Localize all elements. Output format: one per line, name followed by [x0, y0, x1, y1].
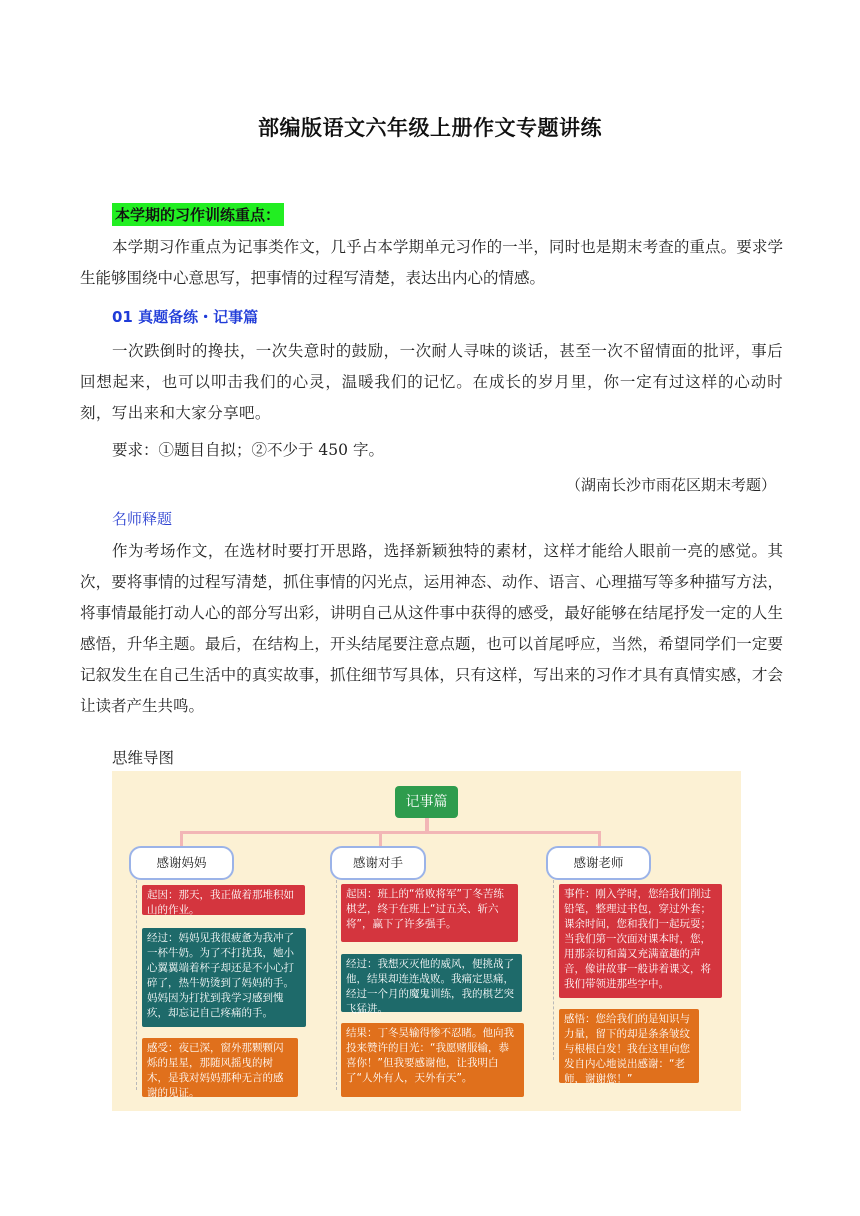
branch-bar — [180, 831, 601, 834]
section-heading: 01 真题备练・记事篇 — [112, 308, 259, 326]
branch-connector-left — [180, 831, 183, 847]
mindmap-label: 思维导图 — [112, 749, 175, 767]
branch-thank-rival: 感谢对手 — [330, 846, 426, 880]
branch-connector-middle — [379, 831, 382, 847]
teacher-heading: 名师释题 — [112, 510, 173, 528]
rival-result-box: 结果：丁冬昊输得惨不忍睹。他向我投来赞许的目光：“我愿赌服输，恭喜你！”但我要感谢他，让我明白了“人外有人，天外有天”。 — [341, 1023, 524, 1097]
teacher-insight-box: 感悟：您给我们的是知识与力量，留下的却是条条皱纹与根根白发！我在这里向您发自内心地说出感谢：“老师，谢谢您！” — [559, 1009, 699, 1083]
branch-thank-mother: 感谢妈妈 — [129, 846, 234, 880]
analysis-paragraph: 作为考场作文，在选材时要打开思路，选择新颖独特的素材，这样才能给人眼前一亮的感觉。其次，要将事情的过程写清楚，抓住事情的闪光点，运用神态、动作、语言、心理描写等多种描写方法，将事情最能打动人心的部分写出彩，讲明自己从这件事中获得的感受，最好能够在结尾抒发一定的人生感悟，升华主题。最后，在结构上，开头结尾要注意点题，也可以首尾呼应，当然，希望同学们一定要记叙发生在自己生活中的真实故事，抓住细节写具体，只有这样，写出来的习作才具有真情实感，才会让读者产生共鸣。 — [80, 542, 783, 715]
root-connector — [425, 818, 429, 832]
mother-feeling-box: 感受：夜已深，窗外那颗颗闪烁的星星，那随风摇曳的树木，是我对妈妈那种无言的感谢的见证。 — [142, 1038, 298, 1097]
intro-paragraph: 本学期习作重点为记事类作文，几乎占本学期单元习作的一半，同时也是期末考查的重点。要求学生能够围绕中心意思写，把事情的过程写清楚，表达出内心的情感。 — [80, 238, 783, 287]
branch-connector-right — [598, 831, 601, 847]
branch-thank-teacher: 感谢老师 — [546, 846, 651, 880]
mother-process-box: 经过：妈妈见我很疲惫为我冲了一杯牛奶。为了不打扰我，她小心翼翼端着杯子却还是不小心打碎了，热牛奶烫到了妈妈的手。妈妈因为打扰到我学习感到愧疚，却忘记自己疼痛的手。 — [142, 928, 306, 1027]
guide-line — [336, 880, 337, 1090]
source-note: （湖南长沙市雨花区期末考题） — [565, 476, 776, 494]
requirements-line: 要求：①题目自拟；②不少于 450 字。 — [112, 441, 384, 459]
mother-cause-box: 起因：那天，我正做着那堆积如山的作业。 — [142, 885, 305, 915]
teacher-event-box: 事件：刚入学时，您给我们削过铅笔，整理过书包，穿过外套；课余时间，您和我们一起玩耍；当我们第一次面对课本时，您，用那亲切和蔼又充满童趣的声音，像讲故事一般讲着课文，将我们带领进那些字中。 — [559, 884, 722, 998]
rival-cause-box: 起因：班上的“常败将军”丁冬苦练棋艺，终于在班上“过五关、斩六将”，赢下了许多强手。 — [341, 884, 518, 942]
mindmap-root-node: 记事篇 — [395, 786, 458, 818]
mindmap-diagram — [112, 771, 741, 1111]
rival-process-box: 经过：我想灭灭他的威风，便挑战了他，结果却连连战败。我痛定思痛，经过一个月的魔鬼训练，我的棋艺突飞猛进。 — [341, 954, 522, 1012]
guide-line — [553, 880, 554, 1060]
highlighted-heading: 本学期的习作训练重点： — [112, 203, 284, 226]
guide-line — [136, 880, 137, 1090]
document-title: 部编版语文六年级上册作文专题讲练 — [258, 116, 602, 140]
prompt-paragraph: 一次跌倒时的搀扶，一次失意时的鼓励，一次耐人寻味的谈话，甚至一次不留情面的批评，事后回想起来，也可以叩击我们的心灵，温暖我们的记忆。在成长的岁月里，你一定有过这样的心动时刻，写出来和大家分享吧。 — [80, 342, 783, 422]
